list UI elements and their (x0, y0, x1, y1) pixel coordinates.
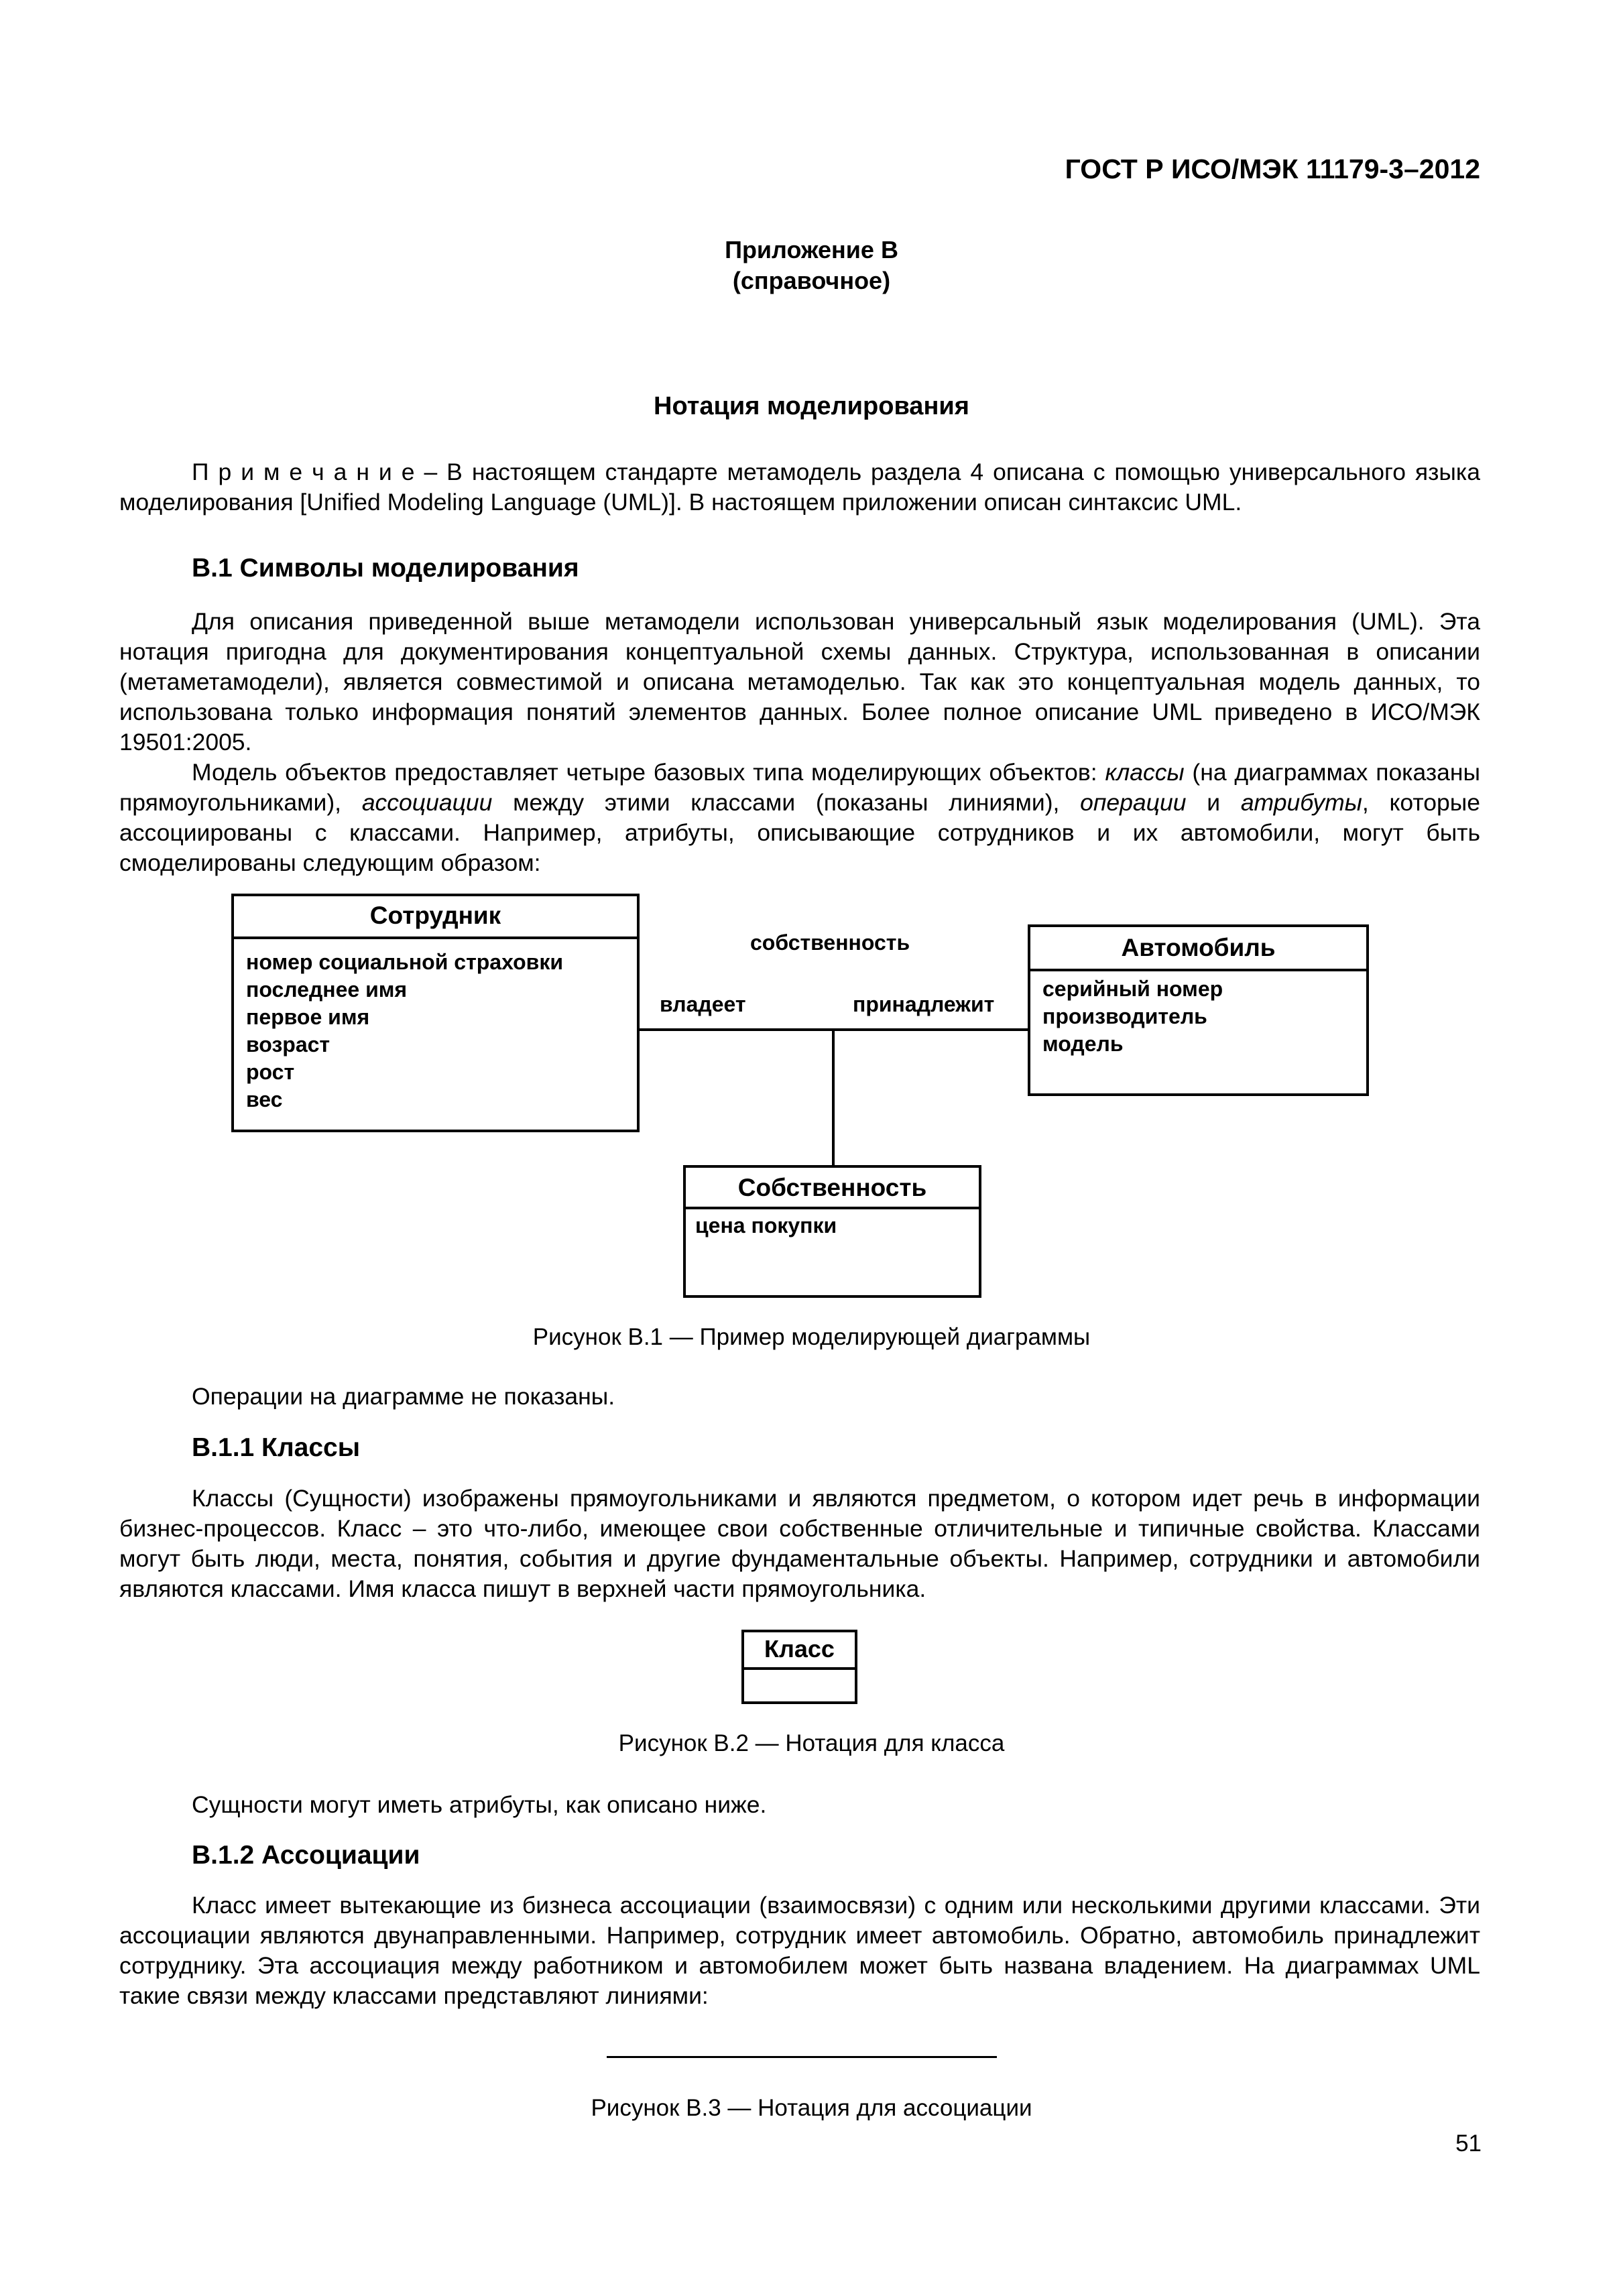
attribute: серийный номер (1042, 977, 1223, 1001)
class-car (1028, 924, 1369, 1096)
page-number: 51 (1455, 2130, 1482, 2157)
class-employee (231, 894, 640, 1132)
operations-note: Операции на диаграмме не показаны. (192, 1383, 615, 1410)
class-employee-name: Сотрудник (234, 896, 637, 939)
class-employee-attributes (234, 939, 637, 1113)
document-id: ГОСТ Р ИСО/МЭК 11179-3–2012 (1065, 154, 1480, 184)
attribute: производитель (1042, 1004, 1207, 1028)
attribute: последнее имя (246, 977, 408, 1002)
class-ownership-name: Собственность (686, 1168, 979, 1209)
class-notation-name: Класс (744, 1632, 855, 1670)
association-name: собственность (750, 930, 910, 955)
b1-paragraph-2 (119, 758, 1480, 878)
attribute: вес (246, 1087, 283, 1111)
annex-title: Приложение В (725, 236, 898, 263)
b1-paragraph-1: Для описания приведенной выше метамодели использован универсальный язык моделирования (UML). Эта нотация пригодна для документирования концептуальной схемы данных. Структура, использованная в описании (метаметамодели), является совместимой и описана метамоделью. Так как это концептуальная модель данных, то использована только информация понятий элементов данных. Более полное описание UML приведено в ИСО/МЭК 19501:2005. (119, 608, 1480, 756)
text-run: (на диаграммах показаны прямоугольниками), (119, 759, 1480, 816)
class-car-name: Автомобиль (1030, 927, 1366, 971)
note-paragraph (119, 457, 1480, 518)
class-notation-box (741, 1630, 857, 1704)
attribute: цена покупки (695, 1213, 837, 1237)
entities-note: Сущности могут иметь атрибуты, как описано ниже. (192, 1791, 767, 1818)
annex-title-block (0, 235, 1623, 296)
text-run: и (1186, 789, 1241, 816)
figure-2-caption: Рисунок В.2 — Нотация для класса (618, 1730, 1005, 1756)
heading-b1-1: В.1.1 Классы (192, 1433, 361, 1462)
section-title: Нотация моделирования (654, 392, 969, 420)
class-car-attributes (1030, 971, 1366, 1058)
attribute: рост (246, 1060, 295, 1084)
b1-2-paragraph: Класс имеет вытекающие из бизнеса ассоциации (взаимосвязи) с одним или несколькими другими классами. Эти ассоциации являются двунаправленными. Например, сотрудник имеет автомобиль. Обратно, автомобиль принадлежит сотруднику. Эта ассоциация между работником и автомобилем может быть названа владением. На диаграммах UML такие связи между классами представляют линиями: (119, 1892, 1480, 2009)
term-associations: ассоциации (361, 789, 493, 816)
class-ownership (683, 1165, 981, 1298)
attribute: возраст (246, 1032, 330, 1056)
annex-subtitle: (справочное) (732, 267, 891, 294)
figure-1-caption: Рисунок В.1 — Пример моделирующей диаграммы (532, 1324, 1091, 1350)
text-run: Модель объектов предоставляет четыре базовых типа моделирующих объектов: (192, 759, 1105, 786)
attribute: номер социальной страховки (246, 950, 563, 974)
attribute: первое имя (246, 1005, 370, 1029)
b1-1-paragraph: Классы (Сущности) изображены прямоугольниками и являются предметом, о котором идет речь в информации бизнес-процессов. Класс – это что-либо, имеющее свои собственные отличительные и типичные свойства. Классами могут быть люди, места, понятия, события и другие фундаментальные объекты. Например, сотрудники и автомобили являются классами. Имя класса пишут в верхней части прямоугольника. (119, 1485, 1480, 1602)
term-operations: операции (1080, 789, 1187, 816)
term-attributes: атрибуты (1240, 789, 1362, 816)
heading-b1-2: В.1.2 Ассоциации (192, 1841, 420, 1870)
heading-b1: В.1 Символы моделирования (192, 554, 579, 583)
text-run: , которые ассоциированы с классами. Например, атрибуты, описывающие сотрудников и их автомобили, могут быть смоделированы следующим образом: (119, 789, 1480, 876)
text-run: между этими классами (показаны линиями), (492, 789, 1081, 816)
association-notation-line (607, 2056, 997, 2058)
term-classes: классы (1105, 759, 1185, 786)
note-text: – В настоящем стандарте метамодель раздела 4 описана с помощью универсального языка моделирования [Unified Modeling Language (UML)]. В настоящем приложении описан синтаксис UML. (119, 459, 1480, 516)
role-belongs: принадлежит (853, 992, 995, 1016)
role-owns: владеет (660, 992, 746, 1016)
note-label: П р и м е ч а н и е (192, 459, 415, 485)
figure-3-caption: Рисунок В.3 — Нотация для ассоциации (591, 2095, 1032, 2121)
class-ownership-attributes (686, 1209, 979, 1240)
association-class-link (832, 1028, 835, 1165)
attribute: модель (1042, 1032, 1124, 1056)
